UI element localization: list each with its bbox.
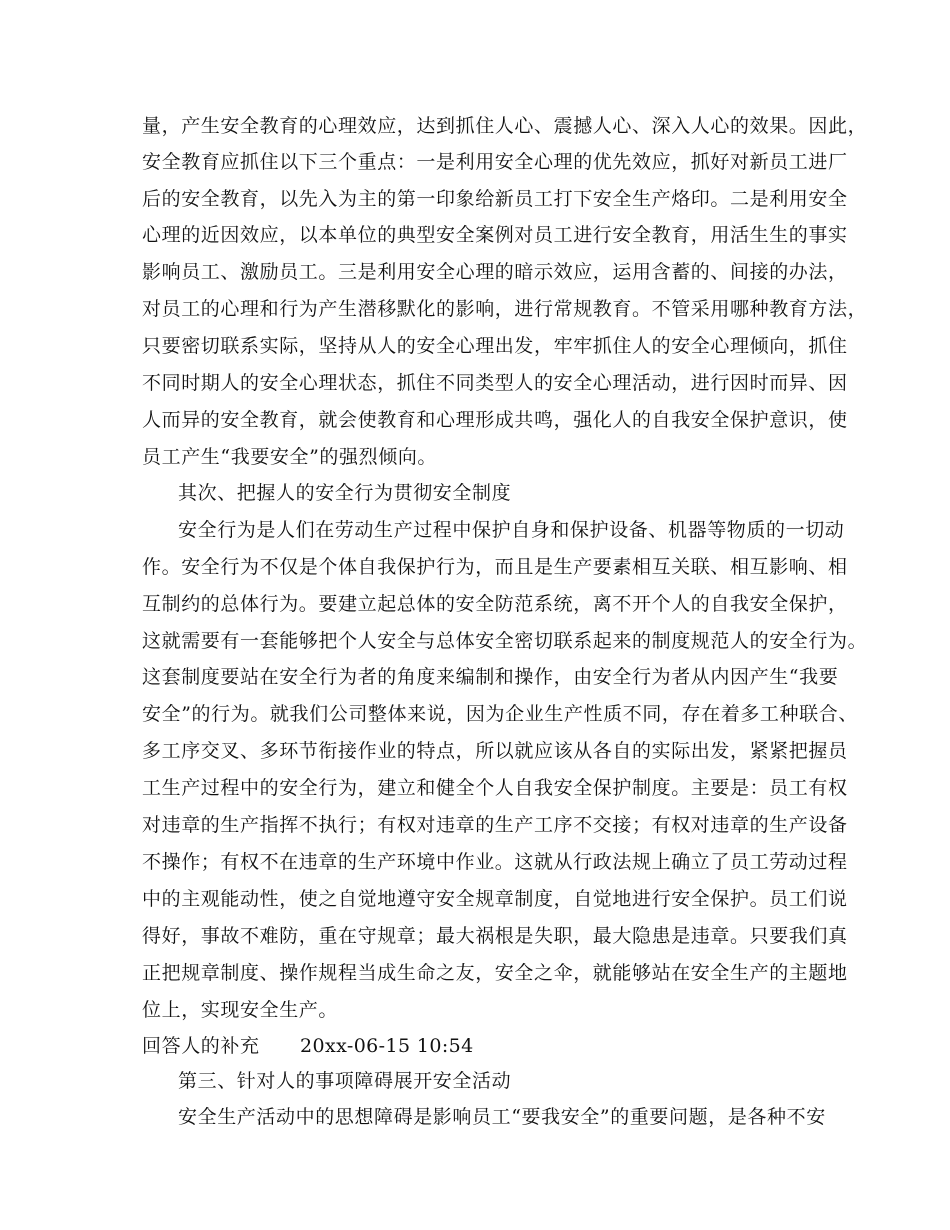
paragraph-line: 员工产生“我要安全”的强烈倾向。 (142, 446, 438, 468)
paragraph-line: 得好，事故不难防，重在守规章；最大祸根是失职，最大隐患是违章。只要我们真 (142, 925, 848, 947)
paragraph-line: 不同时期人的安全心理状态，抓住不同类型人的安全心理活动，进行因时而异、因 (142, 372, 848, 394)
paragraph-line: 影响员工、激励员工。三是利用安全心理的暗示效应，运用含蓄的、间接的办法， (142, 261, 848, 283)
meta-timestamp: 20xx-06-15 10:54 (300, 1035, 474, 1057)
paragraph-line: 安全教育应抓住以下三个重点：一是利用安全心理的优先效应，抓好对新员工进厂 (142, 151, 848, 173)
paragraph-line: 后的安全教育，以先入为主的第一印象给新员工打下安全生产烙印。二是利用安全 (142, 188, 848, 210)
paragraph-line: 中的主观能动性，使之自觉地遵守安全规章制度，自觉地进行安全保护。员工们说 (142, 888, 848, 910)
paragraph-line: 心理的近因效应，以本单位的典型安全案例对员工进行安全教育，用活生生的事实 (142, 224, 848, 246)
paragraph-line: 位上，实现安全生产。 (142, 999, 339, 1021)
paragraph-line: 安全行为是人们在劳动生产过程中保护自身和保护设备、机器等物质的一切动 (178, 519, 845, 541)
paragraph-line: 作。安全行为不仅是个体自我保护行为，而且是生产要素相互关联、相互影响、相 (142, 556, 848, 578)
section-heading: 其次、把握人的安全行为贯彻安全制度 (178, 482, 512, 504)
section-heading: 第三、针对人的事项障碍展开安全活动 (178, 1070, 512, 1092)
paragraph-line: 对员工的心理和行为产生潜移默化的影响，进行常规教育。不管采用哪种教育方法， (142, 298, 868, 320)
paragraph-line: 互制约的总体行为。要建立起总体的安全防范系统，离不开个人的自我安全保护， (142, 593, 848, 615)
paragraph-line: 这就需要有一套能够把个人安全与总体安全密切联系起来的制度规范人的安全行为。 (142, 630, 868, 652)
paragraph-line: 人而异的安全教育，就会使教育和心理形成共鸣，强化人的自我安全保护意识，使 (142, 409, 848, 431)
paragraph-line: 不操作；有权不在违章的生产环境中作业。这就从行政法规上确立了员工劳动过程 (142, 851, 848, 873)
paragraph-line: 安全生产活动中的思想障碍是影响员工“要我安全”的重要问题，是各种不安 (178, 1106, 826, 1128)
paragraph-line: 正把规章制度、操作规程当成生命之友，安全之伞，就能够站在安全生产的主题地 (142, 962, 848, 984)
paragraph-line: 安全”的行为。就我们公司整体来说，因为企业生产性质不同，存在着多工种联合、 (142, 703, 858, 725)
paragraph-line: 这套制度要站在安全行为者的角度来编制和操作，由安全行为者从内因产生“我要 (142, 666, 839, 688)
meta-label: 回答人的补充 (142, 1035, 260, 1057)
paragraph-line: 工生产过程中的安全行为，建立和健全个人自我安全保护制度。主要是：员工有权 (142, 777, 848, 799)
paragraph-line: 量，产生安全教育的心理效应，达到抓住人心、震撼人心、深入人心的效果。因此， (142, 115, 868, 137)
paragraph-line: 只要密切联系实际，坚持从人的安全心理出发，牢牢抓住人的安全心理倾向，抓住 (142, 335, 848, 357)
paragraph-line: 多工序交叉、多环节衔接作业的特点，所以就应该从各自的实际出发，紧紧把握员 (142, 740, 848, 762)
paragraph-line: 对违章的生产指挥不执行；有权对违章的生产工序不交接；有权对违章的生产设备 (142, 814, 848, 836)
